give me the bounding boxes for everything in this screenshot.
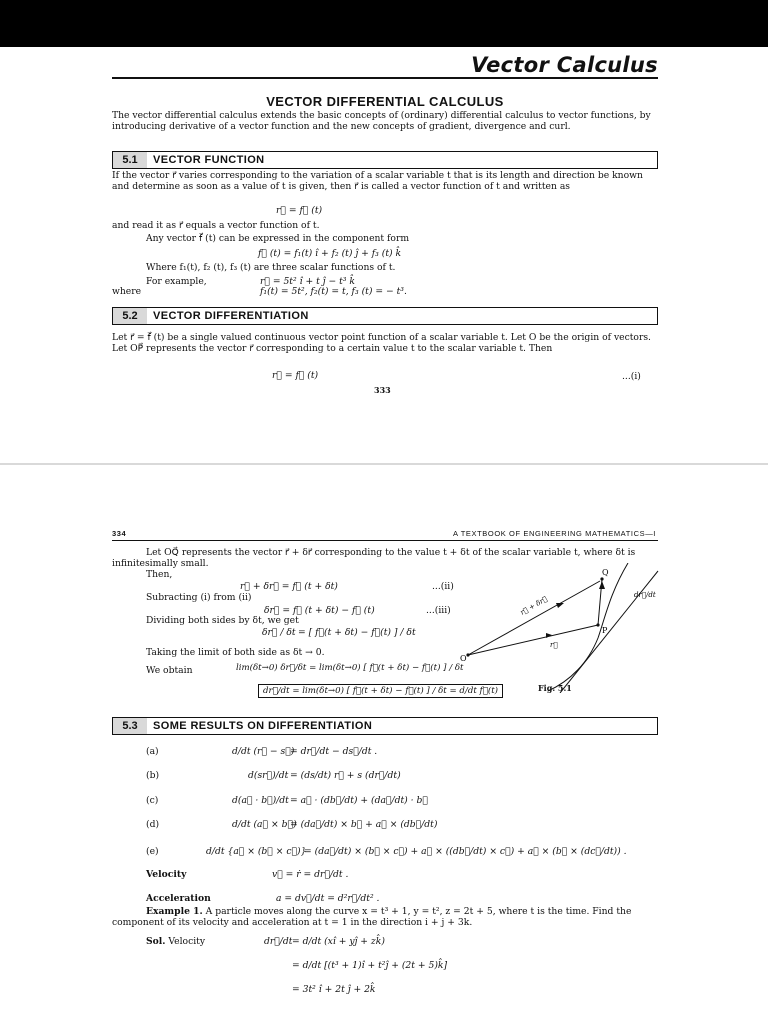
result-lhs: d/dt {a⃗ × (b⃗ × c⃗)} (206, 846, 307, 857)
equation-example: r⃗ = 5t² î + t ĵ − t³ k̂ (260, 276, 355, 287)
section-5-1-paragraph: If the vector r⃗ varies corresponding to the variation of a scalar variable t that is its length and direction be known and determine as soon as a value of t is given, then r⃗ is called a vector function of t and written as (112, 170, 643, 192)
any-vector-line: Any vector f⃗ (t) can be expressed in the component form (146, 233, 410, 244)
point-o (466, 653, 469, 656)
label-q: Q (602, 568, 609, 577)
velocity-label: Velocity (146, 869, 187, 880)
vector-oq (468, 581, 600, 655)
for-example-label: For example, (146, 276, 207, 287)
section-5-1-header (112, 151, 658, 169)
point-p (596, 623, 599, 626)
sol-velocity-label: Velocity (168, 936, 206, 947)
chapter-title: Vector Calculus (471, 53, 658, 77)
section-5-2-paragraph: Let r⃗ = f⃗ (t) be a single valued continuous vector point function of a scalar variable t. Let O be the origin of vectors. Let OP⃗ represents the vector r⃗ corresponding to a certain value t to the scalar variable t. Then (112, 332, 651, 354)
label-o: O (460, 654, 467, 663)
label-r: r⃗ (550, 641, 558, 649)
solution-label (146, 936, 205, 947)
equation-difference: δr⃗ = f⃗ (t + δt) − f⃗ (t) (264, 605, 375, 616)
main-heading: VECTOR DIFFERENTIAL CALCULUS (266, 94, 504, 109)
running-head: A TEXTBOOK OF ENGINEERING MATHEMATICS—I (452, 529, 656, 538)
solution-eq1-rhs: = d/dt (xî + yĵ + zk̂) (292, 936, 385, 947)
equation-ii: r⃗ + δr⃗ = f⃗ (t + δt) (240, 581, 338, 592)
solution-eq1-lhs: dr⃗/dt (264, 936, 293, 947)
subtracting-line: Subracting (i) from (ii) (146, 592, 252, 603)
equation-divide-lhs: δr⃗ / δt (262, 627, 296, 638)
section-title: VECTOR DIFFERENTIATION (153, 310, 309, 322)
result-label: (b) (146, 770, 160, 781)
point-q (600, 577, 603, 580)
section-title: VECTOR FUNCTION (153, 154, 265, 166)
result-label: (e) (146, 846, 159, 857)
section-number: 5.2 (113, 308, 147, 324)
acceleration-equation: a = dv⃗/dt = d²r⃗/dt² . (276, 893, 380, 904)
velocity-equation: v⃗ = ṙ = dr⃗/dt . (272, 869, 349, 880)
figure-caption: Fig. 5.1 (538, 683, 572, 693)
section-5-2-header (112, 307, 658, 325)
where-line: Where f₁(t), f₂ (t), f₃ (t) are three scalar functions of t. (146, 262, 396, 273)
equation-tag-iii: ...(iii) (426, 605, 451, 616)
then-label: Then, (146, 569, 173, 580)
tangent-line (560, 571, 658, 693)
section-title: SOME RESULTS ON DIFFERENTIATION (153, 720, 373, 732)
viewer-top-bar (0, 0, 768, 47)
where-label: where (112, 286, 142, 297)
page-333 (0, 47, 768, 463)
section-number: 5.3 (113, 718, 147, 734)
page-number: 334 (112, 529, 127, 538)
paragraph-oq: Let OQ⃗ represents the vector r⃗ + δr⃗ corresponding to the value t + δt of the scalar variable t, where δt is infinitesimally small. (112, 547, 636, 569)
taking-limit-line: Taking the limit of both side as δt → 0. (146, 647, 325, 658)
result-label: (c) (146, 795, 159, 806)
vector-op (468, 625, 598, 655)
sol-label: Sol. (146, 936, 166, 947)
result-label: (a) (146, 746, 159, 757)
label-p: P (602, 626, 608, 635)
chapter-rule (112, 77, 658, 79)
result-lhs: d(a⃗ · b⃗)/dt (232, 795, 289, 806)
equation-where: f₁(t) = 5t², f₂(t) = t, f₃ (t) = − t³. (260, 286, 407, 297)
example-text: A particle moves along the curve x = t³ + 1, y = t², z = 2t + 5, where t is the time. Find the component of its velocity and acceleration at t = 1 in the direction i + j + 3k. (112, 906, 632, 928)
page-number: 333 (374, 385, 391, 395)
read-line: and read it as r⃗ equals a vector function of t. (112, 220, 320, 231)
equation-limit: lim(δt→0) δr⃗/δt = lim(δt→0) [ f⃗(t + δt) − f⃗(t) ] / δt (236, 663, 464, 673)
result-lhs: d(sr⃗)/dt (248, 770, 289, 781)
arrowhead (556, 603, 564, 608)
label-r-plus-dr: r⃗ + δr⃗ (519, 594, 549, 617)
equation-boxed-derivative: dr⃗/dt = lim(δt→0) [ f⃗(t + δt) − f⃗(t) ] / δt = d/dt f⃗(t) (258, 684, 503, 698)
equation-i: r⃗ = f⃗ (t) (272, 370, 319, 381)
intro-paragraph: The vector differential calculus extends the basic concepts of (ordinary) differential calculus to vector functions, by introducing derivative of a vector function and the new concepts of gradient, divergence and curl. (112, 110, 651, 132)
section-number: 5.1 (113, 152, 147, 168)
result-rhs: = (da⃗/dt) × (b⃗ × c⃗) + a⃗ × ((db⃗/dt) × c⃗) + a⃗ × (b⃗ × (dc⃗/dt)) . (304, 846, 627, 857)
result-lhs: d/dt (a⃗ × b⃗) (232, 819, 297, 830)
equation-component-form: f⃗ (t) = f₁(t) î + f₂ (t) ĵ + f₃ (t) k̂ (258, 248, 402, 259)
we-obtain-label: We obtain (146, 665, 193, 676)
result-label: (d) (146, 819, 160, 830)
header-rule (112, 540, 658, 541)
result-rhs: = (da⃗/dt) × b⃗ + a⃗ × (db⃗/dt) (290, 819, 438, 830)
equation-definition: r⃗ = f⃗ (t) (276, 205, 323, 216)
result-rhs: = a⃗ · (db⃗/dt) + (da⃗/dt) · b⃗ (290, 795, 428, 806)
arrowhead (599, 581, 605, 589)
equation-divide-rhs: = [ f⃗(t + δt) − f⃗(t) ] / δt (298, 627, 416, 638)
page-334 (0, 465, 768, 1024)
section-5-3-header (112, 717, 658, 735)
result-rhs: = (ds/dt) r⃗ + s (dr⃗/dt) (290, 770, 401, 781)
example-title: Example 1. (146, 906, 203, 917)
result-lhs: d/dt (r⃗ − s⃗) (232, 746, 295, 757)
dividing-line: Dividing both sides by δt, we get (146, 615, 299, 626)
acceleration-label: Acceleration (146, 893, 211, 904)
solution-eq2: = d/dt [(t³ + 1)î + t²ĵ + (2t + 5)k̂] (292, 960, 448, 971)
result-rhs: = dr⃗/dt − ds⃗/dt . (290, 746, 378, 757)
equation-tag-i: ...(i) (622, 371, 641, 382)
figure-5-1 (460, 563, 660, 693)
example-1 (112, 907, 658, 929)
equation-tag-ii: ...(ii) (432, 581, 454, 592)
solution-eq3: = 3t² î + 2t ĵ + 2k̂ (292, 984, 376, 995)
label-dr-dt: dr⃗/dt (634, 591, 656, 599)
